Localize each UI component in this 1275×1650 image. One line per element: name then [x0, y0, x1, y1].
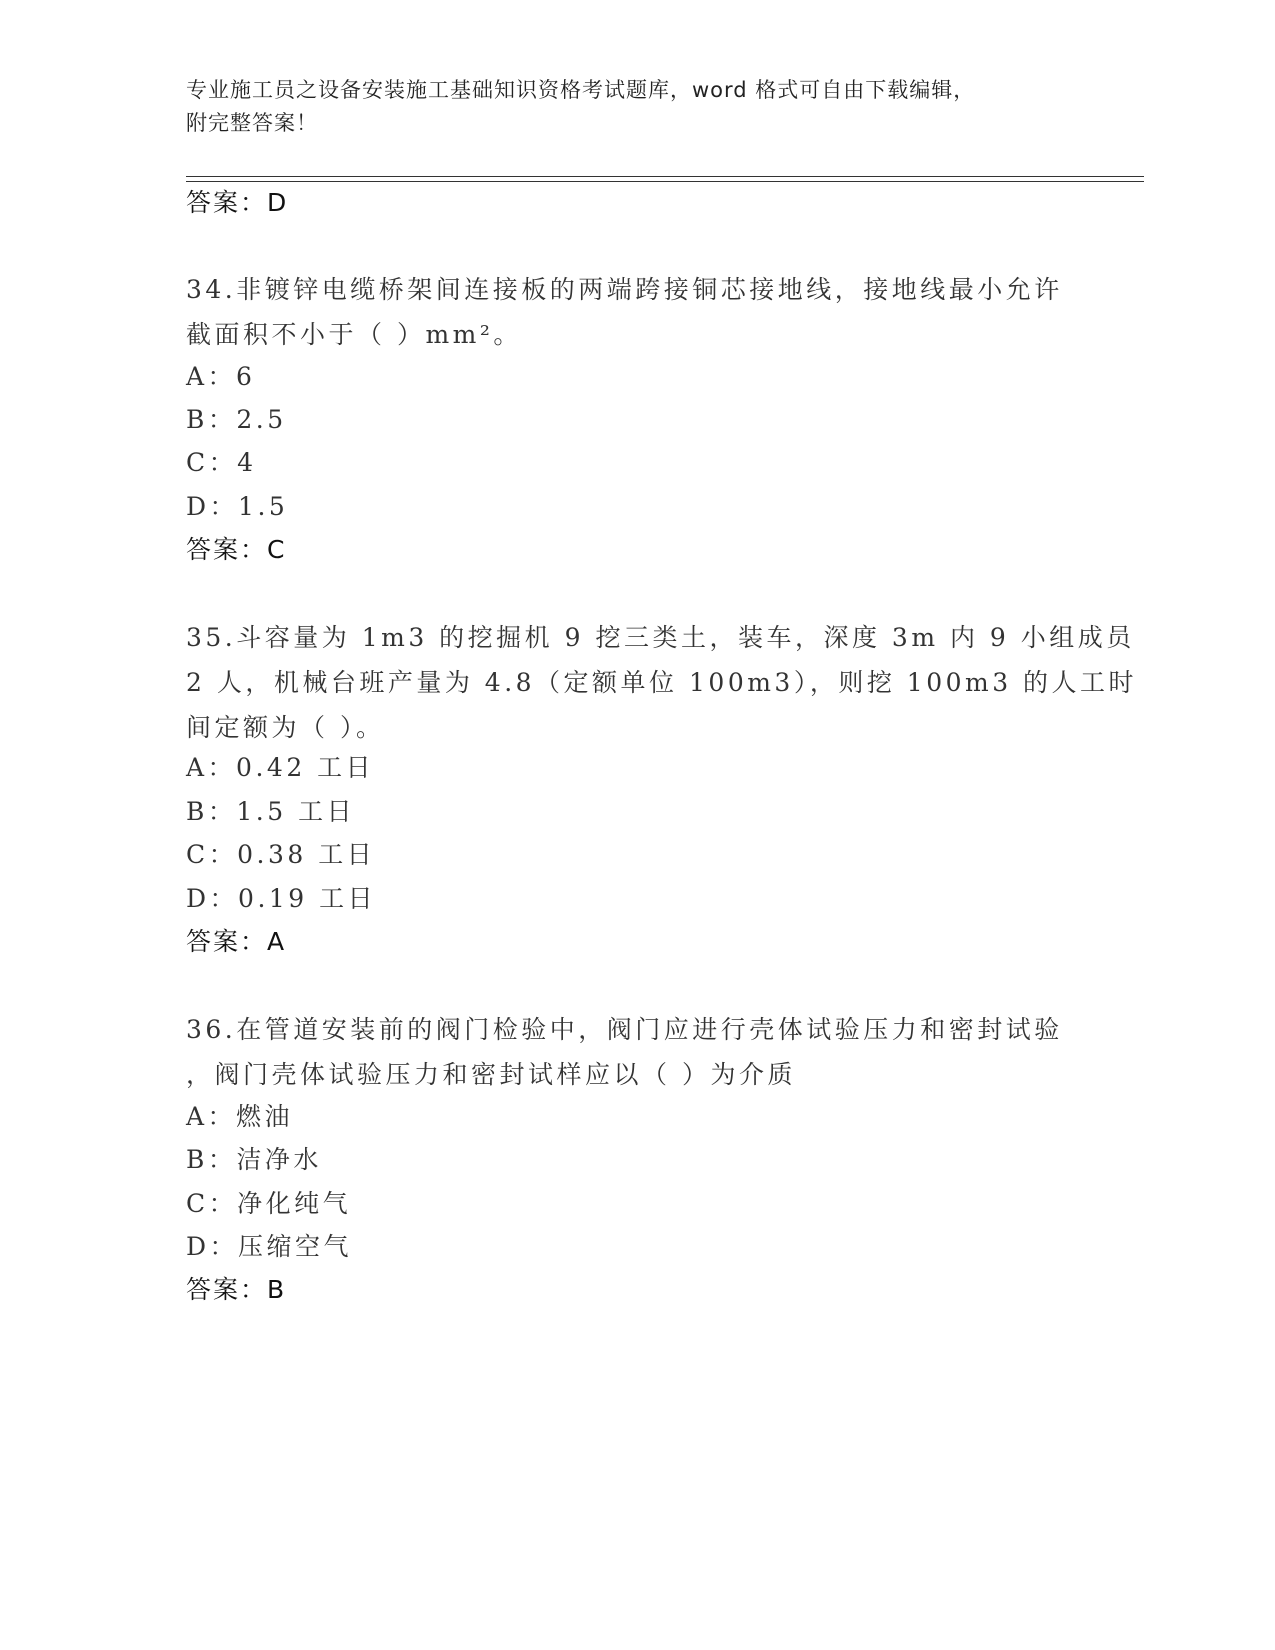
question-34-option-a: A：6: [186, 362, 256, 391]
question-36-option-d: D：压缩空气: [186, 1232, 353, 1261]
question-35-answer: 答案：A: [186, 927, 287, 956]
question-36-line-2: ，阀门壳体试验压力和密封试样应以（ ）为介质: [186, 1060, 796, 1089]
question-36-option-a: A：燃油: [186, 1102, 294, 1131]
question-35-option-c: C：0.38 工日: [186, 840, 376, 869]
question-34-line-1: 34.非镀锌电缆桥架间连接板的两端跨接铜芯接地线，接地线最小允许: [186, 275, 1063, 304]
question-36-line-1: 36.在管道安装前的阀门检验中，阀门应进行壳体试验压力和密封试验: [186, 1015, 1063, 1044]
question-35-line-3: 间定额为（ ）。: [186, 713, 385, 742]
question-34-text: [186, 267, 1086, 357]
question-34-option-d: D：1.5: [186, 492, 289, 521]
question-36-option-b: B：洁净水: [186, 1145, 322, 1174]
header-divider-top: [186, 176, 1144, 177]
question-34-option-c: C：4: [186, 448, 257, 477]
previous-answer: 答案：D: [186, 188, 289, 217]
question-36-answer: 答案：B: [186, 1275, 287, 1304]
question-34-answer: 答案：C: [186, 535, 287, 564]
header-line-2: 附完整答案！: [186, 111, 318, 135]
header-line-1: 专业施工员之设备安装施工基础知识资格考试题库，word 格式可自由下载编辑，: [186, 78, 976, 102]
question-35-option-d: D：0.19 工日: [186, 884, 377, 913]
question-34-line-2: 截面积不小于（ ）mm²。: [186, 320, 522, 349]
question-35-option-a: A：0.42 工日: [186, 753, 375, 782]
header-divider-bottom: [186, 181, 1144, 182]
question-35-line-2: 2 人，机械台班产量为 4.8（定额单位 100m3），则挖 100m3 的人工时: [186, 668, 1138, 697]
question-35-line-1: 35.斗容量为 1m3 的挖掘机 9 挖三类土，装车，深度 3m 内 9 小组成员: [186, 623, 1135, 652]
question-35-option-b: B：1.5 工日: [186, 797, 356, 826]
question-36-text: [186, 1007, 1086, 1097]
document-header: [186, 74, 1066, 140]
question-36-option-c: C：净化纯气: [186, 1189, 352, 1218]
question-34-option-b: B：2.5: [186, 405, 287, 434]
question-35-text: [186, 615, 1138, 750]
